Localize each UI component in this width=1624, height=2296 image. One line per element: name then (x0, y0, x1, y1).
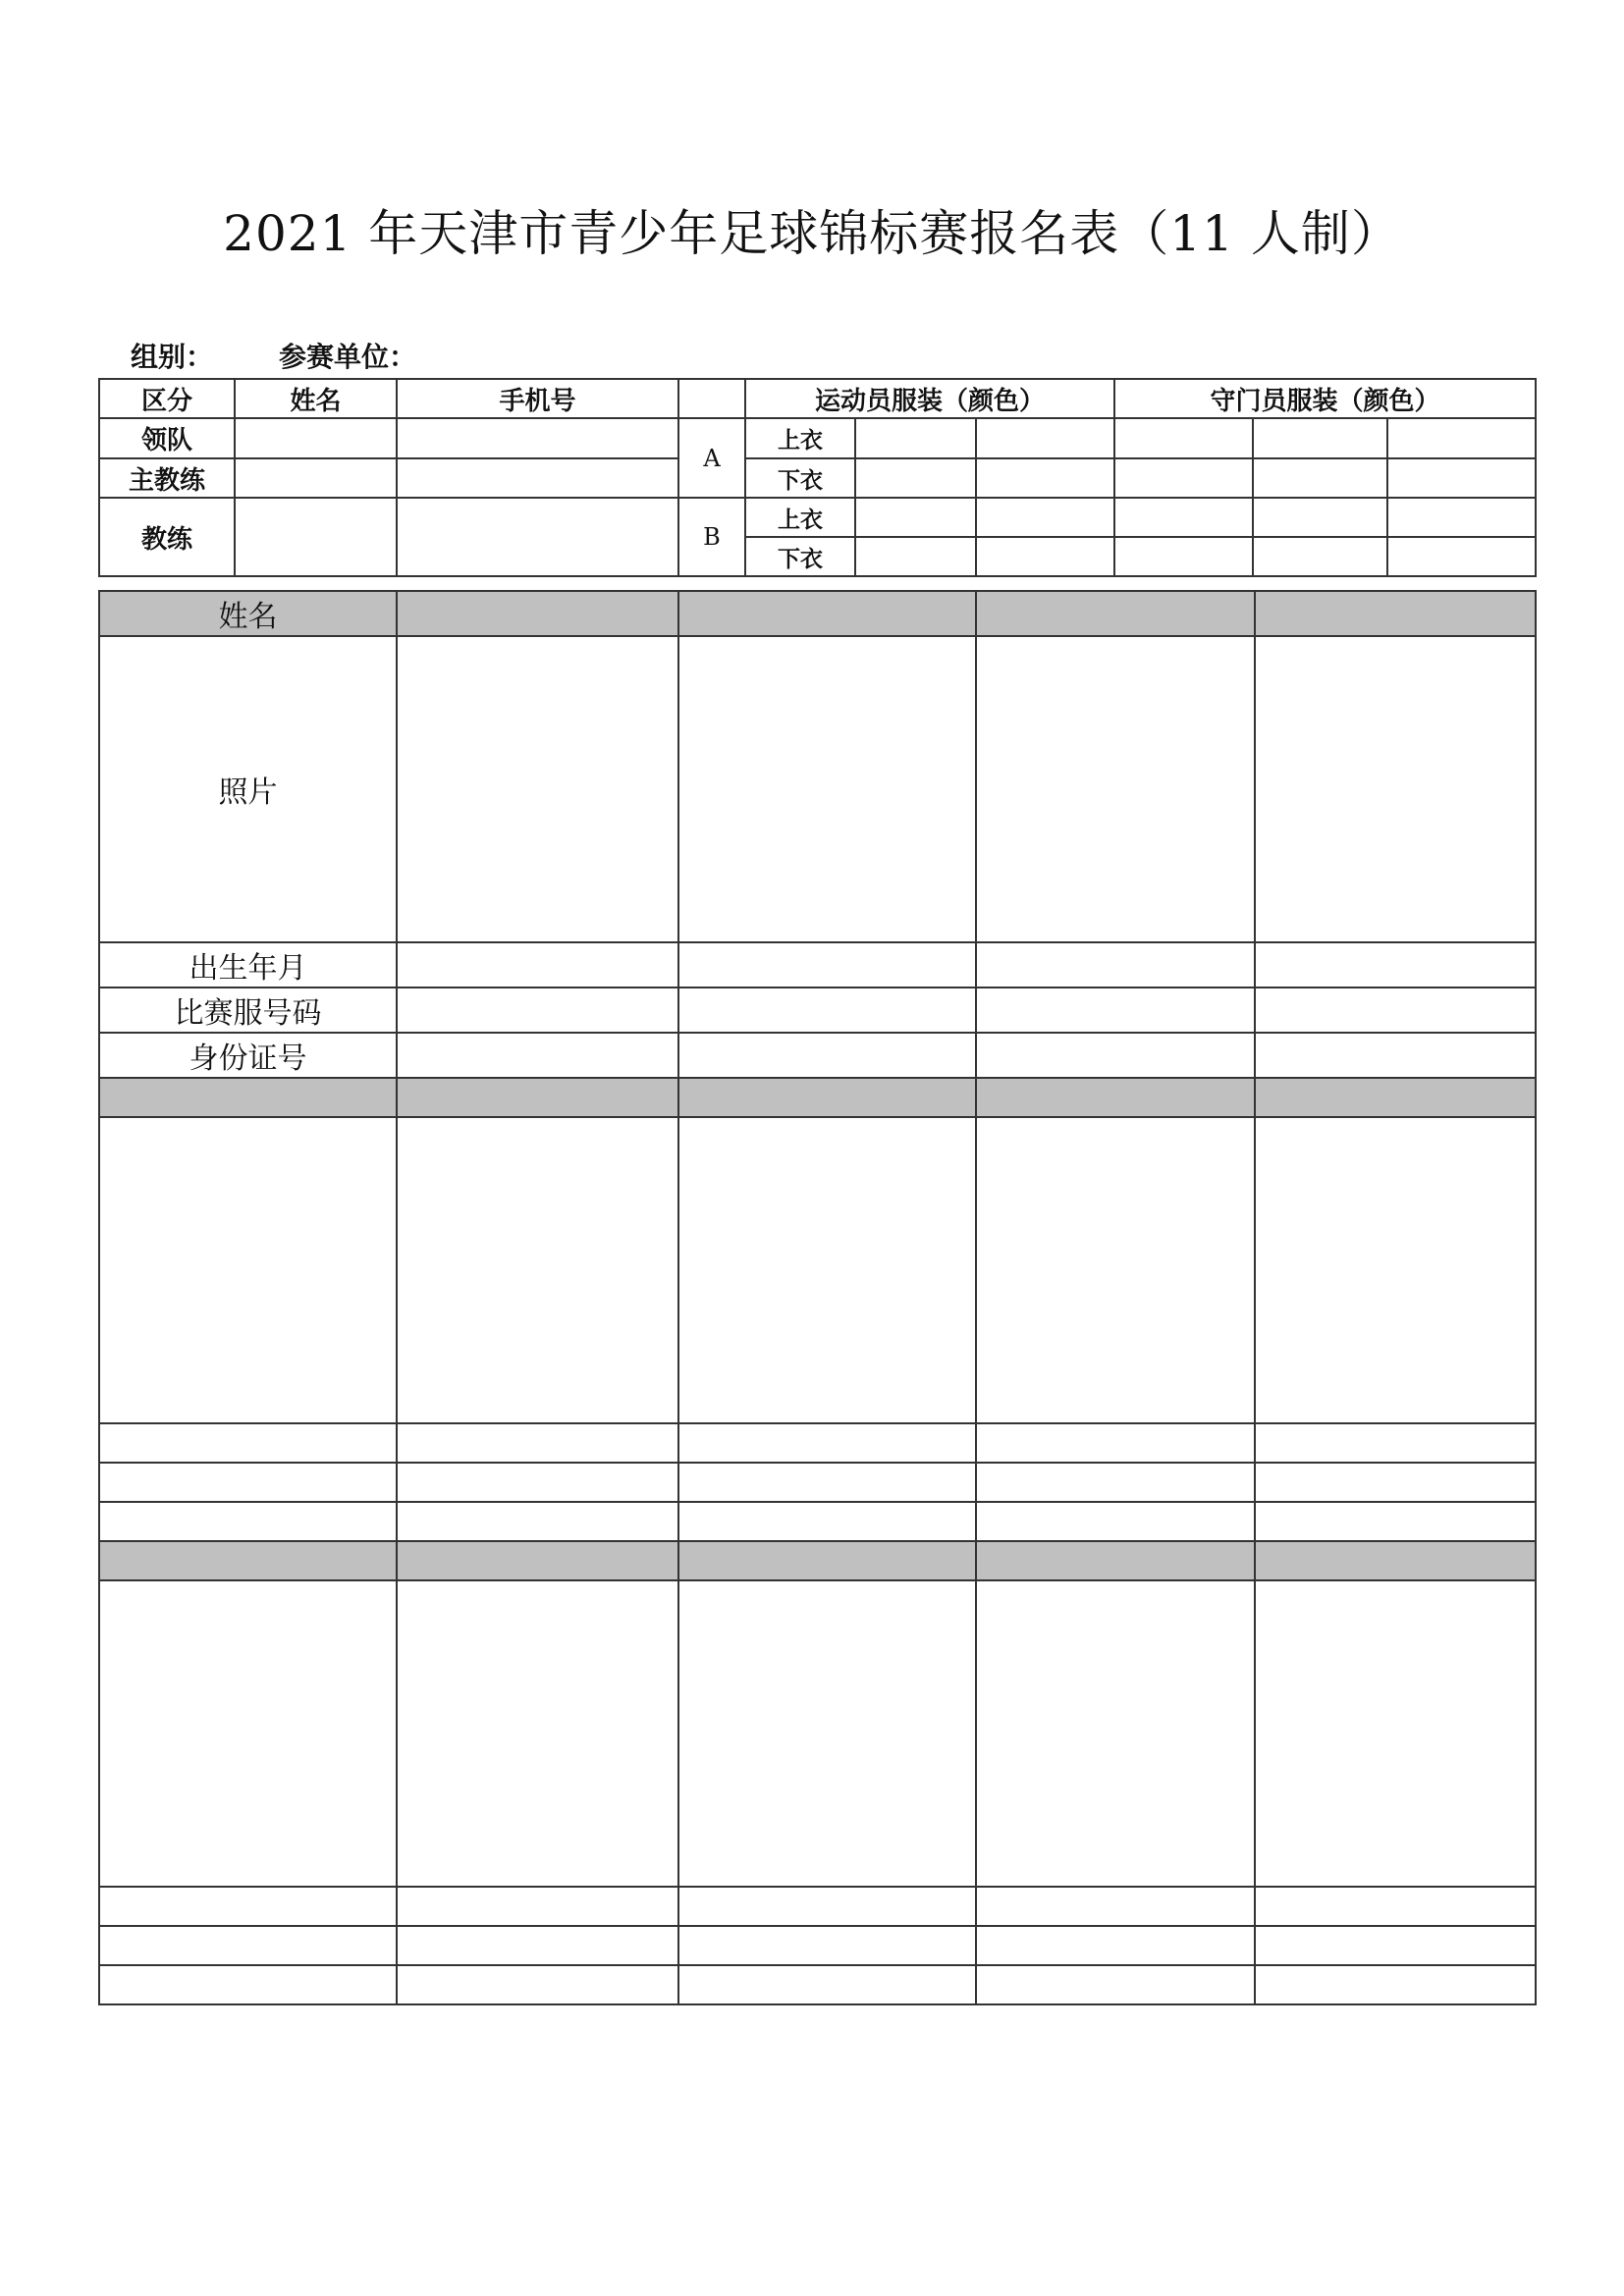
kit-a-top-label: 上衣 (745, 418, 855, 458)
id-number-field[interactable] (99, 1502, 397, 1541)
photo-slot[interactable] (1255, 636, 1536, 942)
leader-name-field[interactable] (235, 418, 397, 458)
photo-slot[interactable] (397, 1117, 678, 1423)
kit-a-bottom-player-color-2[interactable] (976, 458, 1114, 498)
id-number-field[interactable] (397, 1502, 678, 1541)
jersey-field[interactable] (99, 1926, 397, 1965)
birth-label: 出生年月 (99, 942, 397, 988)
id-number-field[interactable] (976, 1965, 1255, 2004)
table-row (99, 1926, 1536, 1965)
photo-slot[interactable] (99, 1580, 397, 1887)
id-number-field[interactable] (678, 1502, 976, 1541)
birth-field[interactable] (1255, 942, 1536, 988)
photo-slot[interactable] (678, 1117, 976, 1423)
player-name-field[interactable] (397, 1541, 678, 1580)
birth-field[interactable] (99, 1423, 397, 1463)
header-phone: 手机号 (397, 379, 678, 418)
photo-slot[interactable] (976, 1580, 1255, 1887)
kit-b-top-gk-color-1[interactable] (1114, 498, 1253, 537)
birth-field[interactable] (99, 1887, 397, 1926)
jersey-field[interactable] (678, 1926, 976, 1965)
id-number-field[interactable] (678, 1033, 976, 1078)
jersey-field[interactable] (99, 1463, 397, 1502)
jersey-field[interactable] (1255, 1926, 1536, 1965)
photo-slot[interactable] (1255, 1580, 1536, 1887)
kit-set-a: A (678, 418, 745, 498)
jersey-field[interactable] (976, 988, 1255, 1033)
document-title: 2021 年天津市青少年足球锦标赛报名表（11 人制） (223, 205, 1401, 262)
header-name: 姓名 (235, 379, 397, 418)
jersey-field[interactable] (976, 1926, 1255, 1965)
header-kit-set (678, 379, 745, 418)
player-name-field[interactable] (976, 1541, 1255, 1580)
table-row (99, 1078, 1536, 1117)
table-row (99, 636, 1536, 942)
table-row (99, 1502, 1536, 1541)
kit-b-top-player-color-1[interactable] (855, 498, 976, 537)
kit-a-bottom-label: 下衣 (745, 458, 855, 498)
kit-b-bottom-player-color-2[interactable] (976, 537, 1114, 576)
birth-field[interactable] (976, 1423, 1255, 1463)
player-name-field[interactable] (976, 1078, 1255, 1117)
kit-b-bottom-gk-color-2[interactable] (1253, 537, 1387, 576)
birth-field[interactable] (976, 942, 1255, 988)
photo-slot[interactable] (1255, 1117, 1536, 1423)
header-goalkeeper-kit: 守门员服装（颜色） (1114, 379, 1536, 418)
photo-slot[interactable] (99, 1117, 397, 1423)
coach-phone-field[interactable] (397, 498, 678, 576)
player-name-field[interactable] (678, 1078, 976, 1117)
unit-label: 参赛单位： (279, 341, 417, 373)
id-number-field[interactable] (976, 1502, 1255, 1541)
birth-field[interactable] (397, 1423, 678, 1463)
table-row (99, 591, 1536, 636)
player-name-field[interactable] (976, 591, 1255, 636)
id-number-field[interactable] (1255, 1965, 1536, 2004)
kit-a-top-gk-color-1[interactable] (1114, 418, 1253, 458)
id-number-label: 身份证号 (99, 1033, 397, 1078)
photo-label: 照片 (99, 636, 397, 942)
kit-a-top-player-color-1[interactable] (855, 418, 976, 458)
player-name-field[interactable] (1255, 591, 1536, 636)
head-coach-name-field[interactable] (235, 458, 397, 498)
leader-phone-field[interactable] (397, 418, 678, 458)
jersey-field[interactable] (1255, 1463, 1536, 1502)
birth-field[interactable] (678, 1423, 976, 1463)
kit-b-bottom-player-color-1[interactable] (855, 537, 976, 576)
kit-b-bottom-gk-color-3[interactable] (1387, 537, 1536, 576)
player-name-field[interactable] (678, 1541, 976, 1580)
photo-slot[interactable] (976, 636, 1255, 942)
kit-a-top-gk-color-3[interactable] (1387, 418, 1536, 458)
player-name-field[interactable] (678, 591, 976, 636)
jersey-field[interactable] (976, 1463, 1255, 1502)
id-number-field[interactable] (678, 1965, 976, 2004)
head-coach-phone-field[interactable] (397, 458, 678, 498)
kit-a-bottom-gk-color-3[interactable] (1387, 458, 1536, 498)
player-name-field[interactable] (1255, 1541, 1536, 1580)
birth-field[interactable] (1255, 1423, 1536, 1463)
header-player-kit: 运动员服装（颜色） (745, 379, 1114, 418)
table-row (99, 1580, 1536, 1887)
jersey-field[interactable] (397, 1463, 678, 1502)
kit-b-top-player-color-2[interactable] (976, 498, 1114, 537)
kit-b-bottom-label: 下衣 (745, 537, 855, 576)
jersey-field[interactable] (1255, 988, 1536, 1033)
kit-b-bottom-gk-color-1[interactable] (1114, 537, 1253, 576)
staff-kit-table (98, 378, 1537, 577)
jersey-field[interactable] (397, 988, 678, 1033)
role-head-coach: 主教练 (99, 458, 235, 498)
kit-a-bottom-player-color-1[interactable] (855, 458, 976, 498)
player-name-field[interactable] (99, 1541, 397, 1580)
kit-a-top-gk-color-2[interactable] (1253, 418, 1387, 458)
table-row (99, 1541, 1536, 1580)
table-row (99, 1117, 1536, 1423)
table-row (99, 1463, 1536, 1502)
kit-b-top-gk-color-3[interactable] (1387, 498, 1536, 537)
photo-slot[interactable] (678, 636, 976, 942)
kit-a-bottom-gk-color-2[interactable] (1253, 458, 1387, 498)
id-number-field[interactable] (1255, 1033, 1536, 1078)
table-row (99, 1033, 1536, 1078)
photo-slot[interactable] (397, 636, 678, 942)
table-row (99, 1887, 1536, 1926)
header-category: 区分 (99, 379, 235, 418)
kit-set-b: B (678, 498, 745, 576)
player-name-field[interactable] (397, 591, 678, 636)
coach-name-field[interactable] (235, 498, 397, 576)
jersey-field[interactable] (397, 1926, 678, 1965)
id-number-field[interactable] (1255, 1502, 1536, 1541)
birth-field[interactable] (976, 1887, 1255, 1926)
birth-field[interactable] (397, 1887, 678, 1926)
table-row (99, 988, 1536, 1033)
photo-slot[interactable] (397, 1580, 678, 1887)
kit-a-bottom-gk-color-1[interactable] (1114, 458, 1253, 498)
role-coach: 教练 (99, 498, 235, 576)
kit-a-top-player-color-2[interactable] (976, 418, 1114, 458)
player-table (98, 590, 1537, 2005)
birth-field[interactable] (397, 942, 678, 988)
table-row (99, 1965, 1536, 2004)
player-name-field[interactable] (1255, 1078, 1536, 1117)
kit-b-top-gk-color-2[interactable] (1253, 498, 1387, 537)
id-number-field[interactable] (397, 1033, 678, 1078)
photo-slot[interactable] (976, 1117, 1255, 1423)
player-name-field[interactable] (99, 1078, 397, 1117)
group-label: 组别： (131, 341, 214, 373)
birth-field[interactable] (678, 1887, 976, 1926)
table-row (99, 1423, 1536, 1463)
birth-field[interactable] (1255, 1887, 1536, 1926)
jersey-field[interactable] (678, 1463, 976, 1502)
birth-field[interactable] (678, 942, 976, 988)
kit-b-top-label: 上衣 (745, 498, 855, 537)
id-number-field[interactable] (99, 1965, 397, 2004)
jersey-field[interactable] (678, 988, 976, 1033)
id-number-field[interactable] (976, 1033, 1255, 1078)
role-leader: 领队 (99, 418, 235, 458)
id-number-field[interactable] (397, 1965, 678, 2004)
name-label: 姓名 (99, 591, 397, 636)
table-row (99, 942, 1536, 988)
jersey-label: 比赛服号码 (99, 988, 397, 1033)
player-name-field[interactable] (397, 1078, 678, 1117)
photo-slot[interactable] (678, 1580, 976, 1887)
